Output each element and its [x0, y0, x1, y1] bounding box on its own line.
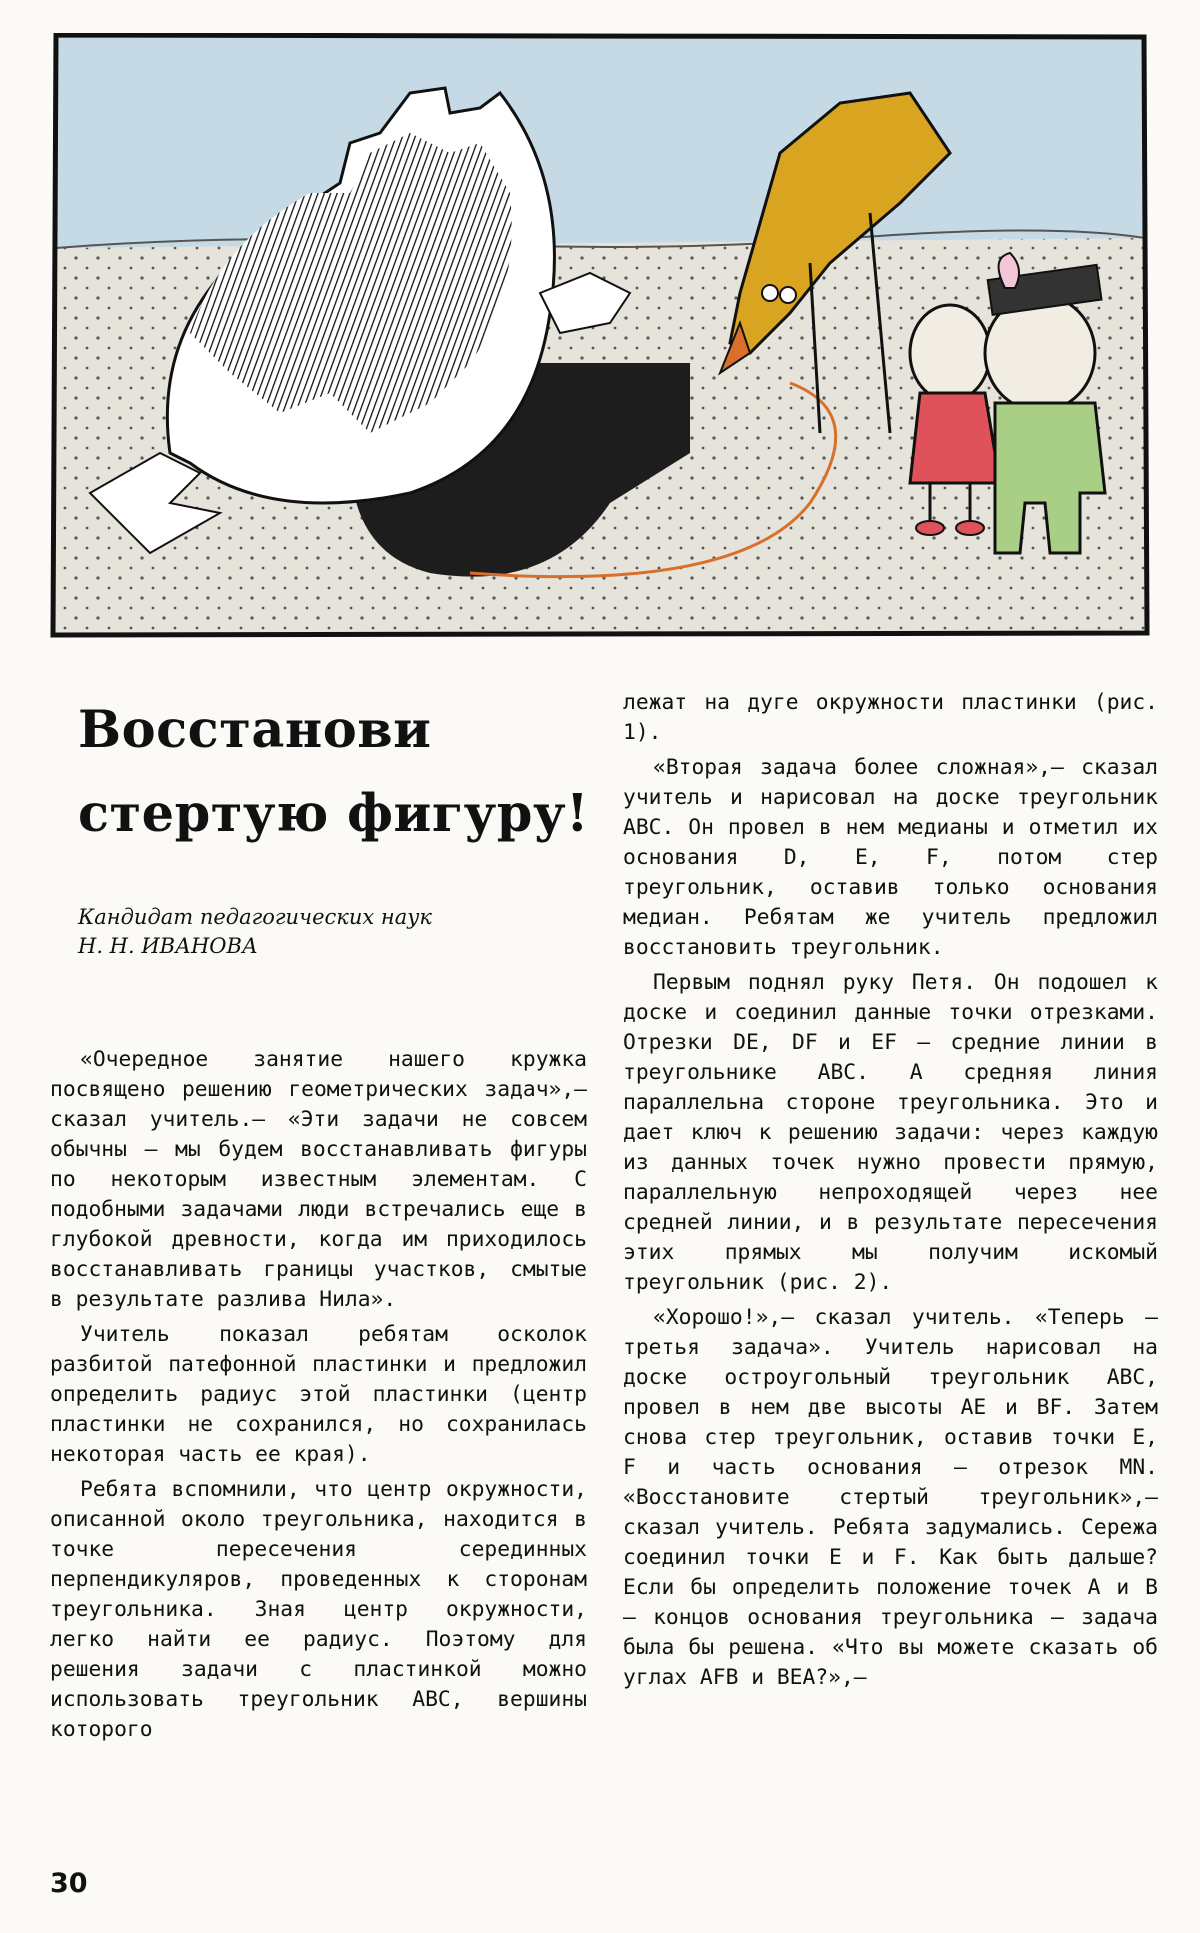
- paragraph: Ребята вспомнили, что центр окружности, описанной около треугольника, находится в точке пересечения серединных перпендикуляров, проведенных к сторонам треугольника. Зная центр окружности, легко найти ее радиус. Поэтому для решения задачи с пластинкой можно использовать треугольник ABC, вершины которого: [50, 1477, 587, 1742]
- paragraph: «Вторая задача более сложная»,— сказал учитель и нарисовал на доске треугольник ABC. Он провел в нем медианы и отметил их основания D, E, F, потом стер треугольник, оставив только основания медиан. Ребятам же учитель предложил восстановить треугольник.: [623, 755, 1158, 960]
- paragraph: Первым поднял руку Петя. Он подошел к доске и соединил данные точки отрезками. Отрезки DE, DF и EF — средние линии в треугольнике ABC. А средняя линия параллельна стороне треугольника. Это и дает ключ к решению задачи: через каждую из данных точек нужно провести прямую, параллельную непроходящей через нее средней линии, и в результате пересечения этих прямых мы получим искомый треугольник (рис. 2).: [623, 970, 1158, 1295]
- paragraph: лежат на дуге окружности пластинки (рис. 1).: [623, 690, 1158, 745]
- egg-bird-children-illustration: [50, 33, 1150, 638]
- illustration: [50, 33, 1150, 638]
- page-number: 30: [50, 1868, 88, 1899]
- author-block: [78, 903, 598, 961]
- title-line-1: Восстанови: [78, 700, 432, 760]
- text-column-right: [623, 688, 1158, 1698]
- title-line-2: стертую фигуру!: [78, 784, 589, 844]
- paragraph: «Очередное занятие нашего кружка посвящено решению геометрических задач»,— сказал учитель.— «Эти задачи не совсем обычны — мы будем восстанавливать фигуры по некоторым известным элементам. С подобными задачами люди встречались еще в глубокой древности, когда им приходилось восстанавливать границы участков, смытые в результате разлива Нила».: [50, 1047, 587, 1312]
- author-name: Н. Н. ИВАНОВА: [78, 934, 258, 958]
- text-column-left: [50, 1045, 587, 1750]
- paragraph: Учитель показал ребятам осколок разбитой патефонной пластинки и предложил определить радиус этой пластинки (центр пластинки не сохранился, но сохранилась некоторая часть ее края).: [50, 1322, 587, 1467]
- paragraph: «Хорошо!»,— сказал учитель. «Теперь — третья задача». Учитель нарисовал на доске остроугольный треугольник ABC, провел в нем две высоты AE и BF. Затем снова стер треугольник, оставив точки E, F и часть основания — отрезок MN. «Восстановите стертый треугольник»,— сказал учитель. Ребята задумались. Сережа соединил точки E и F. Как быть дальше? Если бы определить положение точек A и B — концов основания треугольника — задача была бы решена. «Что вы можете сказать об углах AFB и BEA?»,—: [623, 1305, 1158, 1690]
- article-title: [78, 688, 598, 856]
- author-title: Кандидат педагогических наук: [78, 905, 432, 929]
